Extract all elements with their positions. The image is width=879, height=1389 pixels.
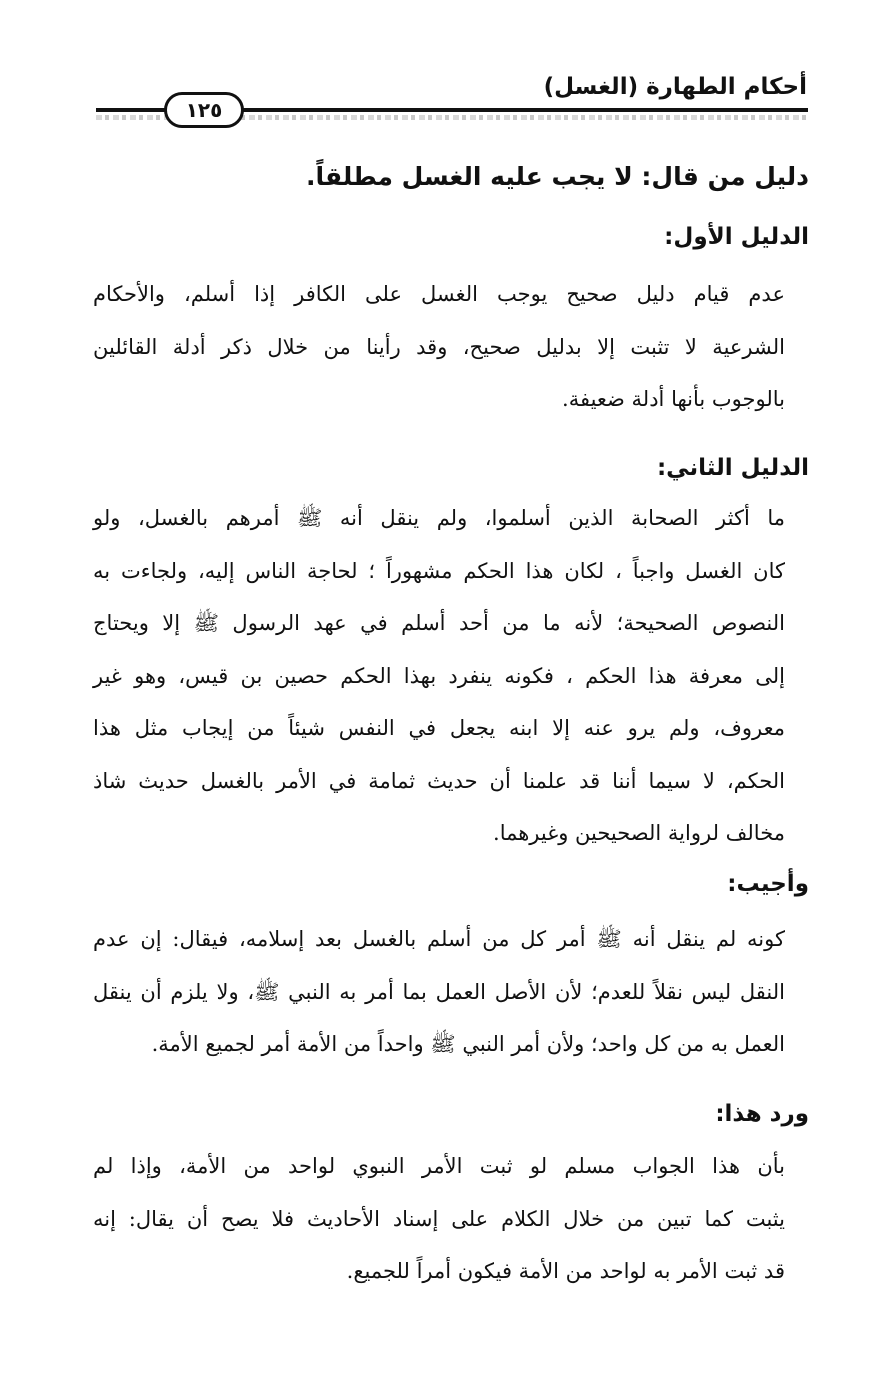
paragraph-line: معروف، ولم يرو عنه إلا ابنه يجعل في النفس شيئاً من إيجاب مثل هذا <box>93 716 785 740</box>
paragraph-line: النقل ليس نقلاً للعدم؛ لأن الأصل العمل بما أمر به النبي ﷺ، ولا يلزم أن ينقل <box>93 979 785 1004</box>
rebuttal-paragraph <box>93 1140 809 1298</box>
paragraph-line: العمل به من كل واحد؛ ولأن أمر النبي ﷺ واحداً من الأمة أمر لجميع الأمة. <box>151 1032 785 1056</box>
second-proof-heading: الدليل الثاني: <box>656 455 809 481</box>
answer-heading: وأجيب: <box>727 871 809 897</box>
paragraph-line: الشرعية لا تثبت إلا بدليل صحيح، وقد رأينا من خلال ذكر أدلة القائلين <box>93 334 785 359</box>
paragraph-line: ما أكثر الصحابة الذين أسلموا، ولم ينقل أنه ﷺ أمرهم بالغسل، ولو <box>93 506 785 530</box>
paragraph-line: النصوص الصحيحة؛ لأنه ما من أحد أسلم في عهد الرسول ﷺ إلا ويحتاج <box>93 611 785 635</box>
paragraph-line: عدم قيام دليل صحيح يوجب الغسل على الكافر إذا أسلم، والأحكام <box>93 282 785 306</box>
answer-paragraph <box>93 913 809 1071</box>
paragraph-line: بالوجوب بأنها أدلة ضعيفة. <box>562 387 785 411</box>
first-proof-paragraph <box>93 268 809 426</box>
paragraph-line: كونه لم ينقل أنه ﷺ أمر كل من أسلم بالغسل بعد إسلامه، فيقال: إن عدم <box>93 927 785 951</box>
page-number: ١٢٥ <box>164 92 244 128</box>
paragraph-line: كان الغسل واجباً ، لكان هذا الحكم مشهوراً ؛ لحاجة الناس إليه، ولجاءت به <box>93 558 785 583</box>
paragraph-line: بأن هذا الجواب مسلم لو ثبت الأمر النبوي لواحد من الأمة، وإذا لم <box>93 1154 785 1178</box>
rebuttal-heading: ورد هذا: <box>715 1101 809 1127</box>
paragraph-line: قد ثبت الأمر به لواحد من الأمة فيكون أمراً للجميع. <box>346 1259 785 1283</box>
paragraph-line: مخالف لرواية الصحيحين وغيرهما. <box>493 821 785 845</box>
second-proof-paragraph <box>93 492 809 860</box>
paragraph-line: الحكم، لا سيما أننا قد علمنا أن حديث ثمامة في الأمر بالغسل حديث شاذ <box>93 768 785 793</box>
paragraph-line: إلى معرفة هذا الحكم ، فكونه ينفرد بهذا الحكم حصين بن قيس، وهو غير <box>93 663 785 688</box>
first-proof-heading: الدليل الأول: <box>664 224 809 250</box>
paragraph-line: يثبت كما تبين من خلال الكلام على إسناد الأحاديث فلا يصح أن يقال: إنه <box>93 1206 785 1231</box>
section-heading: دليل من قال: لا يجب عليه الغسل مطلقاً. <box>306 162 809 191</box>
running-title: أحكام الطهارة (الغسل) <box>543 74 807 100</box>
